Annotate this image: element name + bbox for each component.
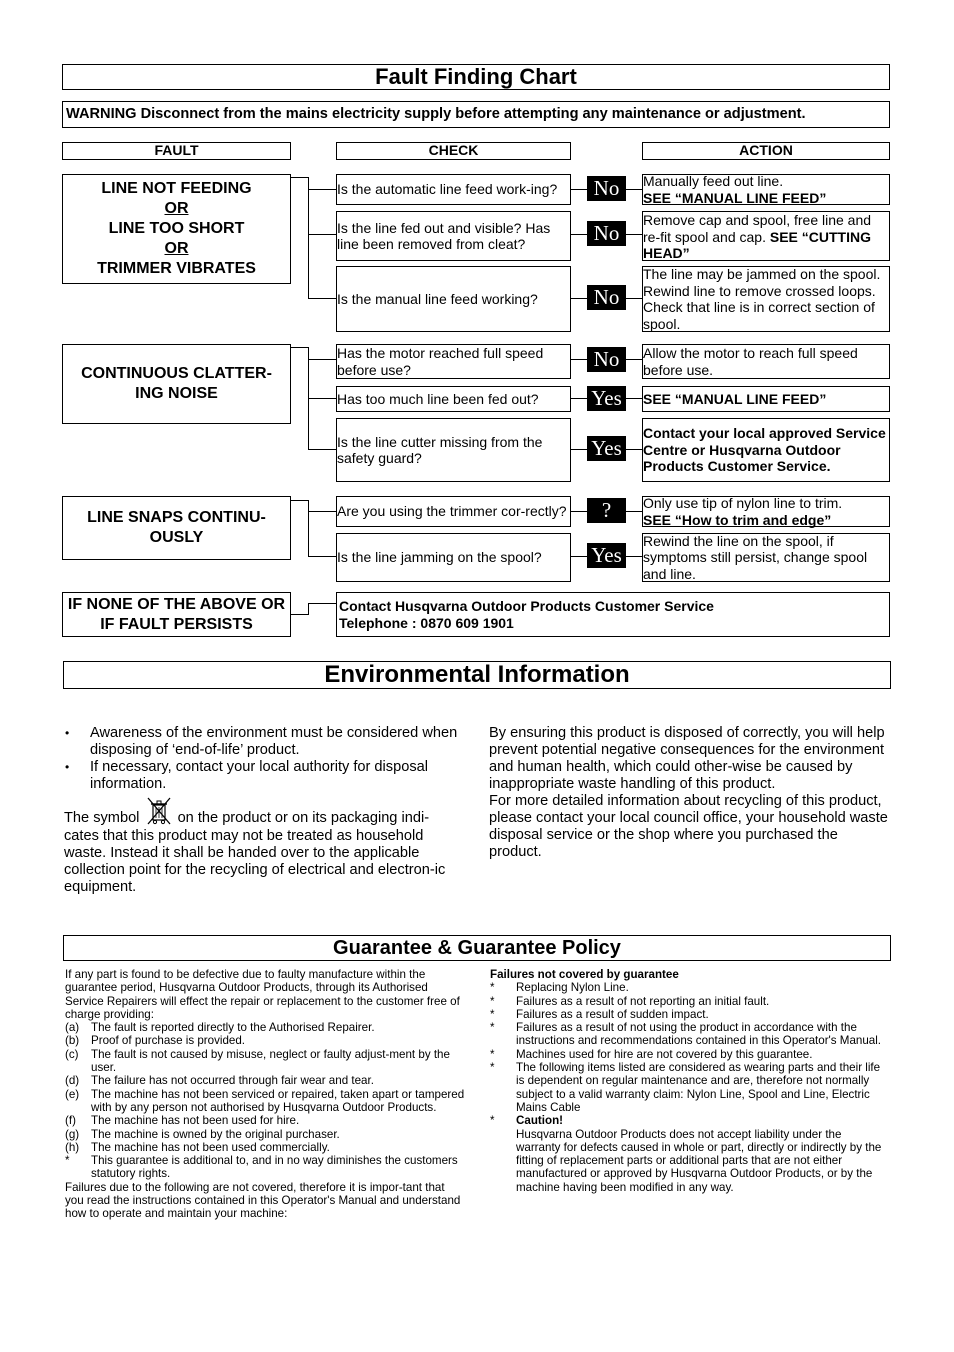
check-text: Is the line cutter missing from the safety guard? — [337, 433, 543, 466]
check-cell — [336, 386, 571, 412]
caution-title: Caution! — [516, 1114, 564, 1128]
condition-label: (h) — [65, 1140, 80, 1154]
not-covered-item: * Replacing Nylon Line. — [490, 981, 629, 995]
action-text: Only use tip of nylon line to trim. — [643, 495, 843, 511]
symbol-paragraph — [64, 806, 462, 896]
condition-text: The fault is reported directly to the Authorised Repairer. — [91, 1021, 375, 1035]
action-ref: Contact your local approved Service Centre or Husqvarna Outdoor Products Customer Service. — [643, 425, 886, 475]
fault-line-3: TRIMMER VIBRATES — [97, 260, 256, 277]
contact-telephone: Telephone : 0870 609 1901 — [339, 614, 514, 631]
action-text: Allow the motor to reach full speed before use. — [643, 345, 858, 378]
check-text: Is the line fed out and visible? Has line been removed from cleat? — [337, 219, 551, 252]
guarantee-condition — [65, 1141, 465, 1154]
action-ref: SEE “How to trim and edge” — [643, 511, 832, 528]
environment-left-column — [64, 725, 464, 896]
guarantee-condition — [65, 1154, 465, 1181]
connector — [308, 398, 336, 399]
header-fault: FAULT — [62, 142, 291, 160]
condition-text: The machine is owned by the original purchaser. — [91, 1127, 340, 1141]
check-text: Has the motor reached full speed before use? — [337, 345, 544, 378]
fault-clattering-noise — [62, 344, 291, 424]
symbol-text-post: on the product or on its packaging indi-cates that this product may not be treated as household waste. Instead it shall be handed over to the applicable collection point for the recycling of electrical and electron-ic equipment. — [64, 810, 446, 895]
guarantee-condition — [65, 1048, 465, 1075]
check-cell — [336, 211, 571, 261]
environment-title: Environmental Information — [63, 661, 891, 689]
connector — [308, 359, 336, 360]
environment-bullet: • If necessary, contact your local authority for disposal information. — [64, 759, 464, 793]
connector — [308, 500, 309, 556]
not-covered-item: * Failures as a result of not reporting an initial fault. — [490, 994, 770, 1008]
guarantee-condition — [65, 1021, 465, 1034]
action-text: Remove cap and spool, free line and re-fit spool and cap. — [643, 212, 872, 245]
guarantee-condition — [65, 1128, 465, 1141]
action-text: Manually feed out line. — [643, 173, 784, 189]
answer-badge: No — [587, 285, 626, 310]
not-covered-text: Replacing Nylon Line. — [516, 981, 629, 995]
connector — [308, 556, 336, 557]
guarantee-condition — [65, 1114, 465, 1127]
fault-line-not-feeding — [62, 174, 291, 284]
connector — [291, 347, 309, 348]
not-covered-item: * The following items listed are considered as wearing parts and their life is dependent on regular maintenance and are, therefore not normally subject to a valid warranty claim: Nylon Line, Spool and Line, Electric Mains Cable — [490, 1061, 881, 1114]
environment-paragraph: By ensuring this product is disposed of correctly, you will help prevent potential negative consequences for the environment and human health, which could other-wise be caused by inappropriate waste handling of this product. — [489, 725, 885, 792]
connector — [308, 511, 336, 512]
condition-label: * — [65, 1154, 70, 1168]
condition-text: The machine has not been serviced or repaired, taken apart or tampered with by any person not authorised by Husqvarna Outdoor Products. — [91, 1087, 465, 1114]
check-cell — [336, 174, 571, 205]
fault-line-2: LINE TOO SHORT — [108, 220, 245, 237]
symbol-text-pre: The symbol — [64, 810, 140, 826]
fault-clattering-label: CONTINUOUS CLATTER-ING NOISE — [81, 365, 272, 402]
contact-line: Contact Husqvarna Outdoor Products Customer Service — [339, 598, 714, 614]
answer-badge: No — [587, 176, 626, 201]
fault-snaps-label: LINE SNAPS CONTINU-OUSLY — [87, 509, 266, 546]
connector — [308, 177, 309, 298]
answer-badge: ? — [587, 498, 626, 523]
check-text: Is the automatic line feed work-ing? — [337, 181, 558, 198]
warning-banner: WARNING Disconnect from the mains electricity supply before attempting any maintenance or adjustment. — [62, 101, 890, 128]
action-text: Rewind the line on the spool, if symptoms still persist, change spool and line. — [643, 532, 868, 582]
weee-bin-icon — [144, 806, 174, 828]
connector — [291, 177, 309, 178]
guarantee-left-column — [65, 968, 465, 1221]
fault-line-snaps — [62, 496, 291, 560]
answer-badge: Yes — [587, 386, 626, 411]
action-text: The line may be jammed on the spool. Rewind line to remove crossed loops. Check that line is in correct section of spool. — [643, 266, 881, 332]
check-cell — [336, 266, 571, 332]
answer-badge: Yes — [587, 436, 626, 461]
connector — [308, 603, 309, 615]
header-action: ACTION — [642, 142, 890, 160]
condition-label: (g) — [65, 1127, 80, 1141]
contact-box — [336, 592, 890, 637]
condition-label: (a) — [65, 1021, 80, 1035]
action-cell — [642, 344, 890, 379]
environment-paragraph: For more detailed information about recycling of this product, please contact your local council office, your household waste disposal service or the shop where you purchased the product. — [489, 793, 888, 860]
action-ref: SEE “MANUAL LINE FEED” — [643, 390, 827, 407]
not-covered-item: * Failures as a result of not using the product in accordance with the instructions and recommendations contained in this Operator's Manual. — [490, 1021, 882, 1048]
not-covered-text: Failures as a result of not using the product in accordance with the instructions and recommendations contained in this Operator's Manual. — [516, 1021, 882, 1048]
check-text: Is the manual line feed working? — [337, 290, 538, 307]
connector — [291, 614, 309, 615]
check-cell — [336, 344, 571, 379]
environment-bullets — [64, 725, 464, 793]
guarantee-intro: If any part is found to be defective due to faulty manufacture within the guarantee period, Husqvarna Outdoor Products, through its Authorised Service Repairers will effect the repair or replacement to the customer free of charge providing: — [65, 968, 460, 1021]
condition-label: (f) — [65, 1114, 76, 1128]
condition-text: The machine has not been used for hire. — [91, 1114, 300, 1128]
fault-or-1: OR — [164, 200, 189, 217]
not-covered-item: * Failures as a result of sudden impact. — [490, 1007, 709, 1021]
caution-text: Husqvarna Outdoor Products does not accept liability under the warranty for defects caused in whole or part, directly or indirectly by the fitting of replacement parts or additional parts that are not either manufactured or approved by Husqvarna Outdoor Products, or by the machine having been modified in any way. — [516, 1127, 882, 1194]
action-cell — [642, 211, 890, 261]
action-cell — [642, 533, 890, 582]
guarantee-condition — [65, 1088, 465, 1115]
fault-none-label: IF NONE OF THE ABOVE OR IF FAULT PERSISTS — [67, 595, 286, 633]
guarantee-title: Guarantee & Guarantee Policy — [63, 935, 891, 961]
check-cell — [336, 533, 571, 582]
header-check: CHECK — [336, 142, 571, 160]
fault-line-1: LINE NOT FEEDING — [101, 180, 252, 197]
not-covered-text: Machines used for hire are not covered by this guarantee. — [516, 1047, 813, 1061]
answer-badge: Yes — [587, 543, 626, 568]
condition-label: (b) — [65, 1034, 80, 1048]
check-cell — [336, 496, 571, 527]
caution-item: * Caution! Husqvarna Outdoor Products does not accept liability under the warranty for defects caused in whole or part, directly or indirectly by the fitting of replacement parts or additional parts that are not either manufactured or approved by Husqvarna Outdoor Products, or by the machine having been modified in any way. — [490, 1114, 882, 1194]
not-covered-text: Failures as a result of not reporting an initial fault. — [516, 994, 770, 1008]
action-ref: SEE “MANUAL LINE FEED” — [643, 189, 827, 206]
condition-label: (c) — [65, 1047, 79, 1061]
guarantee-condition — [65, 1034, 465, 1047]
check-cell — [336, 418, 571, 482]
condition-label: (d) — [65, 1074, 80, 1088]
connector — [308, 298, 336, 299]
connector — [308, 449, 336, 450]
connector — [308, 234, 336, 235]
guarantee-closing: Failures due to the following are not covered, therefore it is impor-tant that you read the instructions contained in this Operator's Manual and understand how to operate and maintain your machine: — [65, 1180, 461, 1221]
condition-label: (e) — [65, 1087, 80, 1101]
not-covered-title: Failures not covered by guarantee — [490, 968, 679, 981]
not-covered-text: The following items listed are considered as wearing parts and their life is dependent on regular maintenance and are, therefore not normally subject to a valid warranty claim: Nylon Line, Spool and Line, Electric Mains Cable — [516, 1061, 881, 1114]
check-text: Are you using the trimmer cor-rectly? — [337, 503, 567, 520]
guarantee-condition — [65, 1074, 465, 1087]
answer-badge: No — [587, 221, 626, 246]
action-cell — [642, 496, 890, 527]
check-text: Is the line jamming on the spool? — [337, 549, 542, 566]
not-covered-item: * Machines used for hire are not covered by this guarantee. — [490, 1047, 813, 1061]
fault-none-above — [62, 592, 291, 637]
action-cell — [642, 418, 890, 482]
fault-chart-title: Fault Finding Chart — [62, 64, 890, 90]
check-text: Has too much line been fed out? — [337, 390, 539, 407]
environment-right-column — [489, 725, 889, 861]
action-ref: SEE “CUTTING HEAD” — [643, 228, 871, 261]
answer-badge: No — [587, 347, 626, 372]
condition-text: This guarantee is additional to, and in no way diminishes the customers statutory rights. — [91, 1154, 458, 1181]
condition-text: The machine has not been used commercially. — [91, 1140, 330, 1154]
guarantee-right-column — [490, 968, 882, 1194]
condition-text: Proof of purchase is provided. — [91, 1034, 246, 1048]
action-cell — [642, 266, 890, 332]
connector — [291, 500, 309, 501]
condition-text: The fault is not caused by misuse, neglect or faulty adjust-ment by the user. — [91, 1047, 450, 1075]
connector — [308, 603, 336, 604]
not-covered-text: Failures as a result of sudden impact. — [516, 1007, 709, 1021]
fault-or-2: OR — [164, 240, 189, 257]
action-cell — [642, 174, 890, 205]
connector — [308, 189, 336, 190]
environment-bullet: • Awareness of the environment must be considered when disposing of ‘end-of-life’ product. — [64, 725, 464, 759]
condition-text: The failure has not occurred through fair wear and tear. — [91, 1074, 374, 1088]
action-cell — [642, 386, 890, 412]
